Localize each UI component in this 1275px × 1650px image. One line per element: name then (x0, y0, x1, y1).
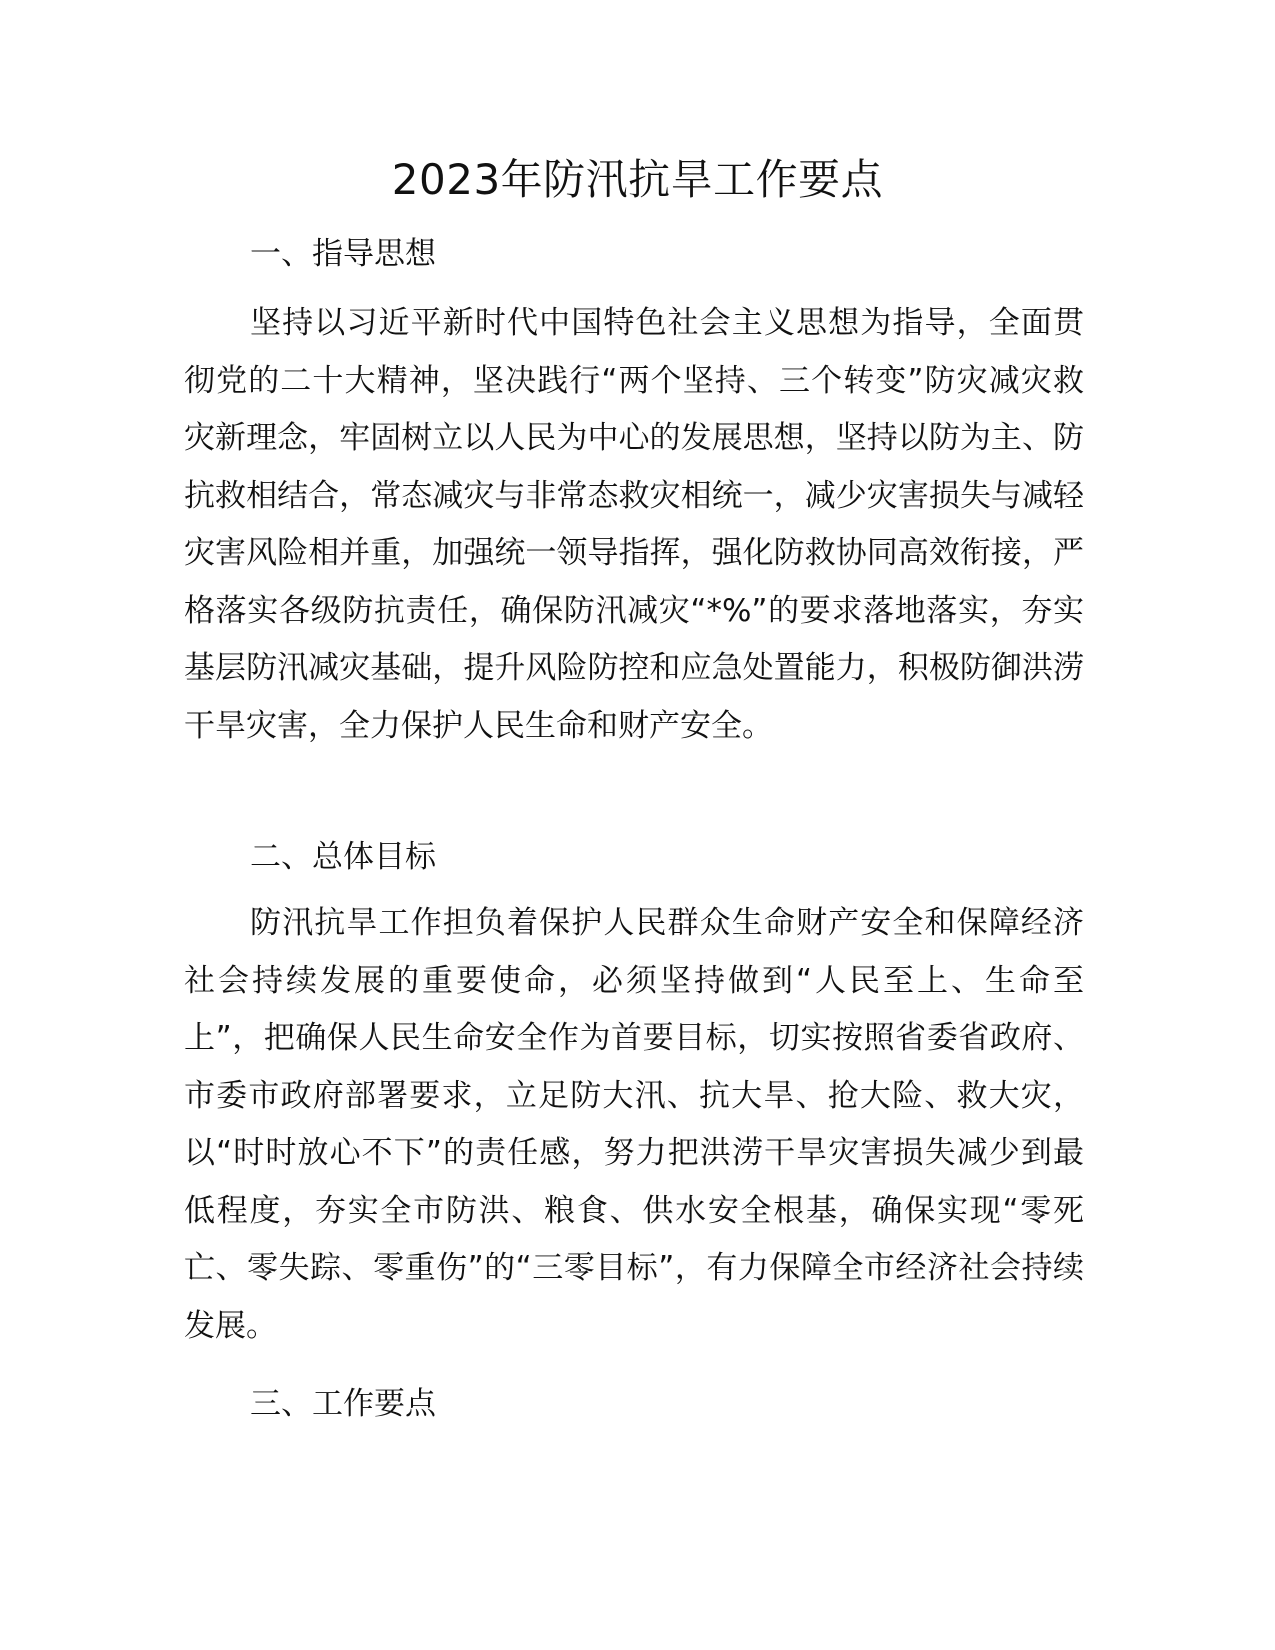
section-paragraph-overall-goals: 防汛抗旱工作担负着保护人民群众生命财产安全和保障经济社会持续发展的重要使命，必须坚持做到“人民至上、生命至上”，把确保人民生命安全作为首要目标，切实按照省委省政府、市委市政府部署要求，立足防大汛、抗大旱、抢大险、救大灾，以“时时放心不下”的责任感，努力把洪涝干旱灾害损失减少到最低程度，夯实全市防洪、粮食、供水安全根基，确保实现“零死亡、零失踪、零重伤”的“三零目标”，有力保障全市经济社会持续发展。 (184, 905, 1084, 1344)
section-heading-guiding-ideology: 一、指导思想 (250, 236, 436, 272)
document-title: 2023年防汛抗旱工作要点 (391, 155, 884, 204)
section-paragraph-guiding-ideology: 坚持以习近平新时代中国特色社会主义思想为指导，全面贯彻党的二十大精神，坚决践行“两个坚持、三个转变”防灾减灾救灾新理念，牢固树立以人民为中心的发展思想，坚持以防为主、防抗救相结合，常态减灾与非常态救灾相统一，减少灾害损失与减轻灾害风险相并重，加强统一领导指挥，强化防救协同高效衔接，严格落实各级防抗责任，确保防汛减灾“*%”的要求落地落实，夯实基层防汛减灾基础，提升风险防控和应急处置能力，积极防御洪涝干旱灾害，全力保护人民生命和财产安全。 (184, 305, 1084, 744)
section-heading-work-points: 三、工作要点 (250, 1386, 436, 1422)
section-heading-overall-goals: 二、总体目标 (250, 839, 436, 875)
